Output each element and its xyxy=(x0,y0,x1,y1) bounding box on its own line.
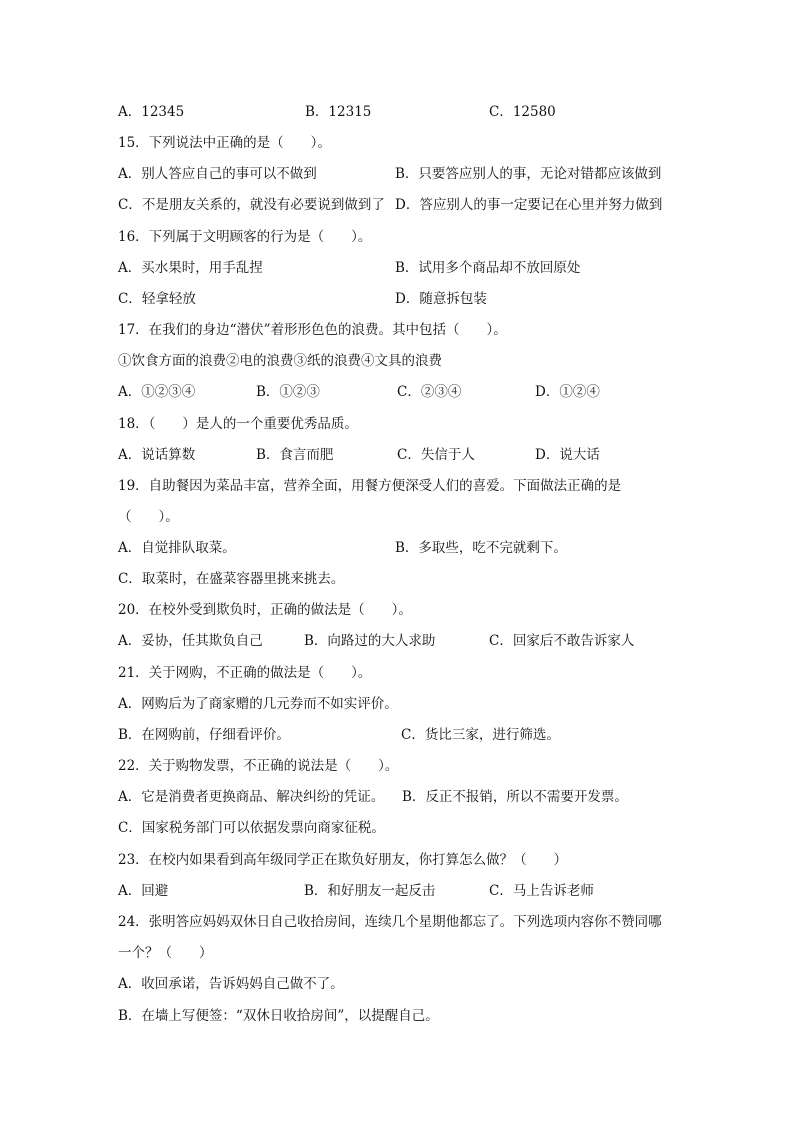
q20-option-b: B．向路过的大人求助 xyxy=(304,633,436,649)
q18-option-c: C．失信于人 xyxy=(397,447,475,463)
q23-option-c: C．马上告诉老师 xyxy=(489,883,594,899)
q22-option-a: A．它是消费者更换商品、解决纠纷的凭证。 xyxy=(118,789,385,805)
q16-option-d: D．随意拆包装 xyxy=(395,291,487,307)
q17-option-b: B．①②③ xyxy=(256,384,320,400)
q19-stem-line-2: （ ）。 xyxy=(118,509,179,525)
q16-option-c: C．轻拿轻放 xyxy=(118,291,196,307)
q17-substatement: ①饮食方面的浪费②电的浪费③纸的浪费④文具的浪费 xyxy=(118,353,442,369)
q20-option-a: A．妥协，任其欺负自己 xyxy=(118,633,263,649)
q19-option-c: C．取菜时，在盛菜容器里挑来挑去。 xyxy=(118,571,345,587)
q15-option-b: B．只要答应别人的事，无论对错都应该做到 xyxy=(395,166,662,182)
q15-option-c: C．不是朋友关系的，就没有必要说到做到了 xyxy=(118,197,385,213)
q24-stem-line-1: 24．张明答应妈妈双休日自己收拾房间，连续几个星期他都忘了。下列选项内容你不赞同哪 xyxy=(118,914,662,930)
q24-option-b: B．在墙上写便签：“双休日收拾房间”，以提醒自己。 xyxy=(118,1008,439,1024)
q21-option-b: B．在网购前，仔细看评价。 xyxy=(118,727,290,743)
q21-stem: 21．关于网购，不正确的做法是（ ）。 xyxy=(118,665,372,681)
q18-stem: 18．（ ）是人的一个重要优秀品质。 xyxy=(118,416,358,432)
q21-option-a: A．网购后为了商家赠的几元券而不如实评价。 xyxy=(118,696,398,712)
q24-option-a: A．收回承诺，告诉妈妈自己做不了。 xyxy=(118,976,344,992)
q18-option-b: B．食言而肥 xyxy=(256,447,334,463)
q14-option-a: A．12345 xyxy=(118,104,185,120)
q19-stem-line-1: 19．自助餐因为菜品丰富，营养全面，用餐方便深受人们的喜爱。下面做法正确的是 xyxy=(118,478,622,494)
q23-option-b: B．和好朋友一起反击 xyxy=(304,883,436,899)
q17-option-d: D．①②④ xyxy=(535,384,600,400)
q24-stem-line-2: 一个？（ ） xyxy=(118,945,213,961)
q17-stem: 17．在我们的身边“潜伏”着形形色色的浪费。其中包括（ ）。 xyxy=(118,322,507,338)
q15-stem: 15．下列说法中正确的是（ ）。 xyxy=(118,135,331,151)
q23-option-a: A．回避 xyxy=(118,883,169,899)
q15-option-d: D．答应别人的事一定要记在心里并努力做到 xyxy=(395,197,663,213)
q23-stem: 23．在校内如果看到高年级同学正在欺负好朋友，你打算怎么做？（ ） xyxy=(118,852,568,868)
q16-option-a: A．买水果时，用手乱捏 xyxy=(118,260,263,276)
q18-option-d: D．说大话 xyxy=(535,447,600,463)
q19-option-b: B．多取些，吃不完就剩下。 xyxy=(395,540,567,556)
q17-option-c: C．②③④ xyxy=(397,384,462,400)
q19-option-a: A．自觉排队取菜。 xyxy=(118,540,236,556)
q15-option-a: A．别人答应自己的事可以不做到 xyxy=(118,166,317,182)
q16-option-b: B．试用多个商品却不放回原处 xyxy=(395,260,581,276)
q20-stem: 20．在校外受到欺负时，正确的做法是（ ）。 xyxy=(118,602,412,618)
q20-option-c: C．回家后不敢告诉家人 xyxy=(489,633,635,649)
q18-option-a: A．说话算数 xyxy=(118,447,196,463)
q14-option-b: B．12315 xyxy=(305,104,372,120)
q17-option-a: A．①②③④ xyxy=(118,384,196,400)
q21-option-c: C．货比三家，进行筛选。 xyxy=(401,727,560,743)
q22-stem: 22．关于购物发票，不正确的说法是（ ）。 xyxy=(118,758,399,774)
q22-option-b: B．反正不报销，所以不需要开发票。 xyxy=(402,789,628,805)
q16-stem: 16．下列属于文明顾客的行为是（ ）。 xyxy=(118,229,372,245)
q14-option-c: C．12580 xyxy=(489,104,556,120)
q22-option-c: C．国家税务部门可以依据发票向商家征税。 xyxy=(118,820,385,836)
